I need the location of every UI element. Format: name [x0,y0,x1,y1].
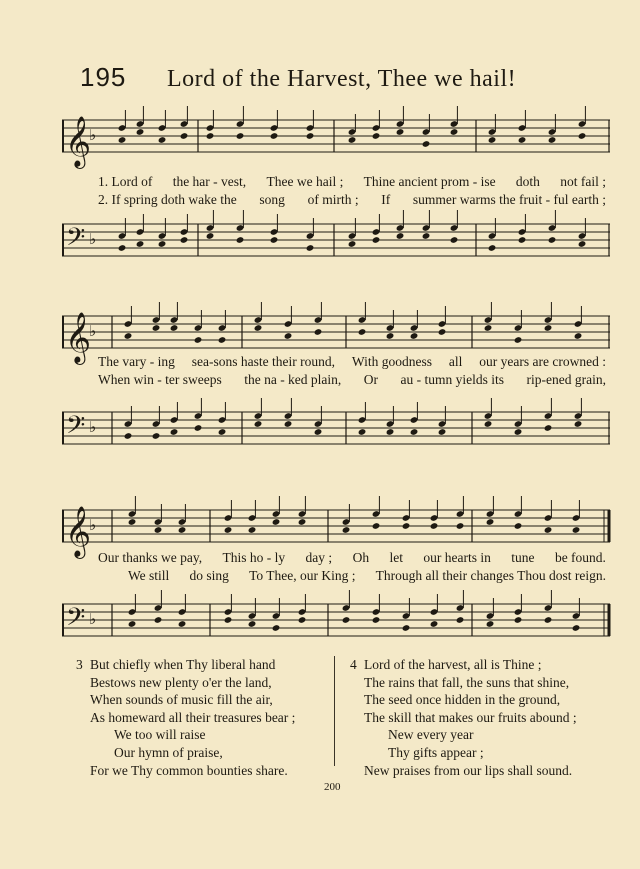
note-head [178,620,187,628]
note-head [544,324,553,332]
verse-line-text: New praises from our lips shall sound. [364,762,573,778]
lyric-syllable: let [389,550,403,565]
note-head [218,336,227,344]
treble-staff [62,112,610,167]
note-head [270,132,279,140]
note-head [410,428,419,436]
bass-clef-icon: 𝄢 [66,411,86,446]
note-head [410,332,419,340]
lyric-syllable: doth [515,174,540,189]
note-head [372,616,381,624]
note-head [450,236,459,244]
verse-divider [334,656,335,766]
bass-staff [62,216,610,262]
note-head [154,616,163,624]
note-head [236,236,245,244]
verse-line [364,709,577,727]
lyric-syllable: This ho - ly [222,550,286,565]
note-head [402,522,411,530]
verse-line [364,762,577,780]
lyric-syllable: our hearts in [423,550,491,565]
note-head [514,336,523,344]
lyric-syllable: With goodness [351,354,432,369]
verse-line-text: Our hymn of praise, [114,744,223,760]
verse-line [364,674,577,692]
verse-line-text: As homeward all their treasures bear ; [90,709,296,725]
note-head [518,236,527,244]
note-head [548,136,557,144]
note-head [236,132,245,140]
flat-key-signature-icon: ♭ [89,516,97,534]
note-head [136,240,145,248]
note-head [578,132,587,140]
note-head [136,128,145,136]
lyric-line-verse-1 [98,550,606,566]
note-head [372,522,381,530]
note-head [152,324,161,332]
lyric-syllable: If [381,192,391,207]
verse-number: 4 [350,657,357,672]
note-head [306,132,315,140]
note-head [488,136,497,144]
lyric-syllable: our years are crowned : [479,354,606,369]
lyric-syllable: Through all their changes Thou dost reign. [375,568,606,583]
lyric-syllable: au - tumn yields its [400,372,505,387]
note-head [372,236,381,244]
note-head [396,128,405,136]
lyric-syllable: do sing [189,568,229,583]
page-number: 200 [324,781,341,793]
note-head [518,136,527,144]
note-head [484,324,493,332]
lyric-syllable: When win - ter sweeps [98,372,222,387]
lyric-syllable: song [259,192,285,207]
lyric-line-verse-2 [98,192,606,208]
note-head [128,518,137,526]
verse-line [90,709,295,727]
note-head [438,328,447,336]
lyric-syllable: Thine ancient prom - ise [363,174,496,189]
verse-line-text: New every year [388,727,474,743]
note-head [224,616,233,624]
note-head [402,624,411,632]
note-head [272,518,281,526]
verse-line-text: The rains that fall, the suns that shine, [364,674,570,690]
note-head [298,616,307,624]
note-head [248,526,257,534]
note-head [486,620,495,628]
note-head [348,240,357,248]
note-head [544,424,553,432]
lyric-syllable: summer warms the fruit - ful earth ; [412,192,606,207]
note-head [284,420,293,428]
note-head [438,428,447,436]
verse-line [90,744,295,762]
treble-clef-icon: 𝄞 [65,116,92,167]
lyric-line-verse-2 [128,568,606,584]
lyric-syllable: all [448,354,463,369]
note-head [118,136,127,144]
verse-line-text: We too will raise [114,727,206,743]
note-head [270,236,279,244]
lyric-line-verse-1 [98,354,606,370]
lyric-syllable: We still [128,568,170,583]
lyric-line-verse-1 [98,174,606,190]
verse-4 [350,656,577,779]
note-head [514,616,523,624]
note-head [254,420,263,428]
note-head [272,624,281,632]
verse-3 [76,656,296,779]
note-head [124,332,133,340]
verse-line-text: Bestows new plenty o'er the land, [90,674,272,690]
note-head [206,132,215,140]
note-head [484,420,493,428]
note-head [574,332,583,340]
note-head [248,620,257,628]
note-head [488,244,497,252]
note-head [450,128,459,136]
note-head [430,620,439,628]
verse-line [76,656,295,674]
lyric-syllable: 2. If spring doth wake the [98,192,237,207]
note-head [180,132,189,140]
verse-line [364,726,577,744]
lyric-syllable: the har - vest, [172,174,247,189]
note-head [152,432,161,440]
bass-clef-icon: 𝄢 [66,603,86,638]
bass-clef-icon: 𝄢 [66,223,86,258]
note-head [170,324,179,332]
note-head [194,336,203,344]
lyric-syllable: sea-sons haste their round, [191,354,335,369]
note-head [386,428,395,436]
verse-number: 3 [76,657,83,672]
verse-line-text: Thy gifts appear ; [388,744,484,760]
flat-key-signature-icon: ♭ [89,126,97,144]
verse-line [90,762,295,780]
verse-line-text: The skill that makes our fruits abound ; [364,709,577,725]
flat-key-signature-icon: ♭ [89,230,97,248]
verse-line [350,656,577,674]
note-head [124,432,133,440]
bass-staff [62,596,610,642]
note-head [396,232,405,240]
treble-clef-icon: 𝄞 [65,312,92,363]
flat-key-signature-icon: ♭ [89,322,97,340]
note-head [158,136,167,144]
verse-line-text: But chiefly when Thy liberal hand [90,657,276,672]
note-head [572,526,581,534]
verse-line-text: When sounds of music fill the air, [90,692,273,708]
treble-clef-icon: 𝄞 [65,506,92,557]
lyric-syllable: Our thanks we pay, [98,550,203,565]
note-head [314,428,323,436]
verse-line-text: For we Thy common bounties share. [90,762,288,778]
note-head [224,526,233,534]
note-head [572,624,581,632]
hymn-number: 195 [80,62,127,92]
note-head [314,328,323,336]
note-head [348,136,357,144]
note-head [358,428,367,436]
note-head [430,522,439,530]
treble-staff [62,502,610,557]
hymn-title: Lord of the Harvest, Thee we hail! [167,66,517,92]
verse-line [364,691,577,709]
note-head [342,616,351,624]
note-head [218,428,227,436]
note-head [342,526,351,534]
lyric-syllable: Or [363,372,379,387]
note-head [178,526,187,534]
lyric-syllable: The vary - ing [98,354,175,369]
verse-line-text: Lord of the harvest, all is Thine ; [364,657,542,672]
verse-line-text: The seed once hidden in the ground, [364,692,561,708]
note-head [548,236,557,244]
note-head [298,518,307,526]
note-head [486,518,495,526]
lyric-syllable: To Thee, our King ; [249,568,356,583]
lyric-syllable: Oh [352,550,370,565]
bass-staff [62,404,610,450]
lyric-syllable: of mirth ; [307,192,359,207]
note-head [170,428,179,436]
note-head [544,616,553,624]
note-head [372,132,381,140]
note-head [358,328,367,336]
note-head [544,526,553,534]
note-head [422,140,431,148]
note-head [456,522,465,530]
note-head [386,332,395,340]
note-head [514,522,523,530]
lyric-syllable: not fail ; [560,174,606,189]
note-head [180,236,189,244]
lyric-syllable: 1. Lord of [98,174,153,189]
note-head [158,240,167,248]
lyric-syllable: day ; [305,550,333,565]
note-head [574,420,583,428]
lyric-syllable: rip-ened grain, [526,372,606,387]
note-head [578,240,587,248]
lyric-syllable: tune [511,550,535,565]
lyric-syllable: the na - ked plain, [244,372,342,387]
note-head [284,332,293,340]
note-head [118,244,127,252]
verse-line [90,726,295,744]
verse-line [364,744,577,762]
note-head [422,232,431,240]
lyric-syllable: Thee we hail ; [266,174,344,189]
note-head [128,620,137,628]
note-head [194,424,203,432]
note-head [154,526,163,534]
note-head [206,232,215,240]
note-head [254,324,263,332]
verse-line [90,674,295,692]
flat-key-signature-icon: ♭ [89,418,97,436]
note-head [514,428,523,436]
note-head [456,616,465,624]
lyric-line-verse-2 [98,372,606,388]
verse-line [90,691,295,709]
note-head [306,244,315,252]
flat-key-signature-icon: ♭ [89,610,97,628]
lyric-syllable: be found. [554,550,606,565]
